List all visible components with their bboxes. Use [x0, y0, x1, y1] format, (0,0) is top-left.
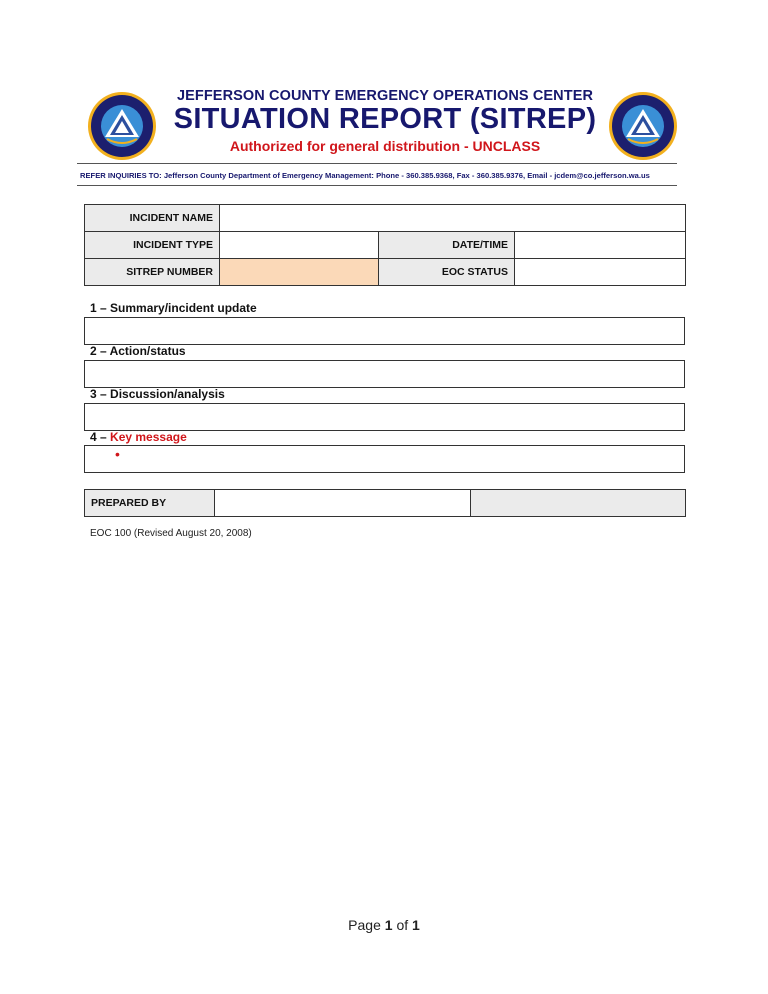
section-3-heading	[90, 387, 225, 401]
eoc-status-label: EOC STATUS	[379, 259, 515, 286]
section-3-number: 3 –	[90, 387, 107, 401]
organization-name: JEFFERSON COUNTY EMERGENCY OPERATIONS CENTER	[176, 88, 594, 104]
header-rule-top	[77, 163, 677, 164]
prepared-by-extra-field[interactable]	[471, 490, 686, 517]
key-message-bullet: •	[115, 446, 120, 462]
prepared-by-table	[84, 489, 686, 517]
section-4-title: Key message	[110, 430, 187, 444]
incident-type-label: INCIDENT TYPE	[85, 232, 220, 259]
section-3-title: Discussion/analysis	[110, 387, 225, 401]
section-1-number: 1 –	[90, 301, 107, 315]
refer-inquiries: REFER INQUIRIES TO: Jefferson County Department of Emergency Management: Phone - 360.385.9368, Fax - 360.385.9376, Email - jcdem@co.jefferson.wa.us	[80, 171, 650, 180]
county-seal-right	[608, 91, 678, 161]
section-2-heading	[90, 344, 186, 358]
incident-name-row	[85, 205, 686, 232]
incident-type-row	[85, 232, 686, 259]
section-4-number: 4 –	[90, 430, 107, 444]
page-total: 1	[412, 917, 420, 933]
section-2-field[interactable]	[84, 360, 685, 388]
section-2-title: Action/status	[109, 344, 186, 358]
sitrep-number-field[interactable]	[220, 259, 379, 286]
form-revision: EOC 100 (Revised August 20, 2008)	[90, 528, 252, 539]
prepared-by-row	[85, 490, 686, 517]
incident-name-field[interactable]	[220, 205, 686, 232]
county-seal-left	[87, 91, 157, 161]
page-current: 1	[384, 917, 393, 933]
section-4-field[interactable]	[84, 445, 685, 473]
page-prefix: Page	[348, 917, 381, 933]
page-of: of	[396, 917, 409, 933]
sitrep-number-label: SITREP NUMBER	[85, 259, 220, 286]
distribution-notice: Authorized for general distribution - UNCLASS	[229, 138, 541, 154]
header-rule-bottom	[77, 185, 677, 186]
incident-info-table	[84, 204, 686, 286]
date-time-field[interactable]	[515, 232, 686, 259]
page-indicator	[0, 917, 768, 933]
eoc-status-field[interactable]	[515, 259, 686, 286]
section-2-number: 2 –	[90, 344, 107, 358]
incident-name-label: INCIDENT NAME	[85, 205, 220, 232]
section-3-field[interactable]	[84, 403, 685, 431]
incident-type-field[interactable]	[220, 232, 379, 259]
section-1-heading	[90, 301, 257, 315]
section-1-title: Summary/incident update	[110, 301, 257, 315]
date-time-label: DATE/TIME	[379, 232, 515, 259]
sitrep-number-row	[85, 259, 686, 286]
prepared-by-field[interactable]	[215, 490, 471, 517]
section-4-heading	[90, 430, 187, 444]
section-1-field[interactable]	[84, 317, 685, 345]
prepared-by-label: PREPARED BY	[85, 490, 215, 517]
report-title: SITUATION REPORT (SITREP)	[173, 103, 597, 135]
